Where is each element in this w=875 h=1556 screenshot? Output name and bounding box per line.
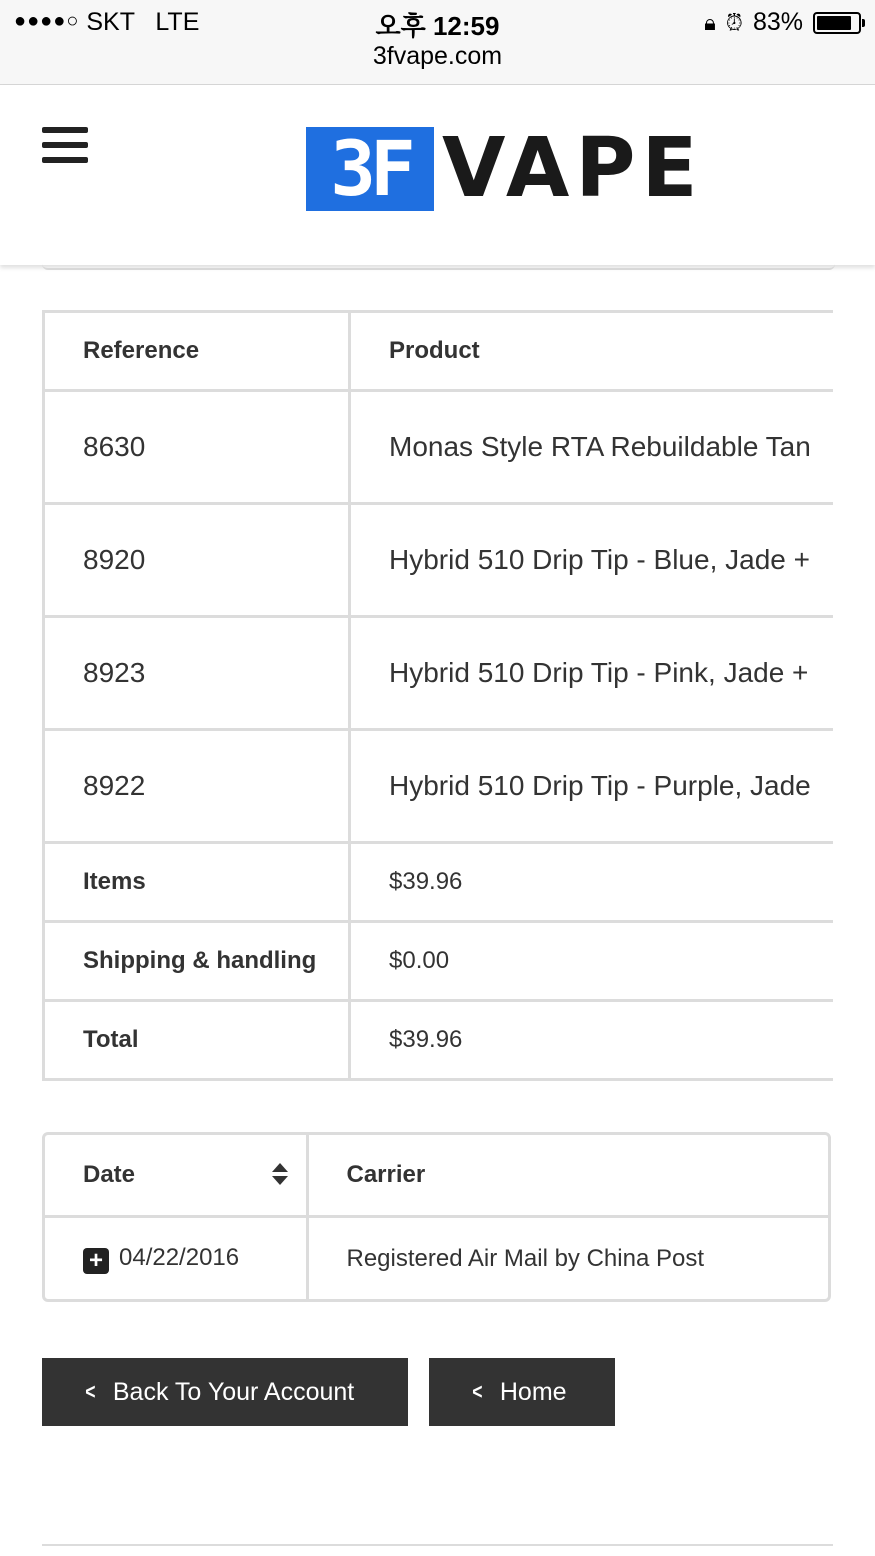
site-logo[interactable] bbox=[306, 121, 704, 216]
network-type: LTE bbox=[155, 8, 200, 36]
battery-icon bbox=[813, 12, 861, 34]
collapsed-panel-edge bbox=[42, 262, 835, 270]
status-right bbox=[704, 8, 861, 37]
product-reference: 8920 bbox=[44, 504, 350, 617]
column-header-product: Product bbox=[350, 312, 834, 391]
shipping-date: 04/22/2016 bbox=[119, 1244, 240, 1271]
back-button-label: Back To Your Account bbox=[112, 1377, 355, 1406]
summary-row-shipping bbox=[44, 922, 834, 1001]
table-row bbox=[45, 1217, 828, 1301]
date-header-label: Date bbox=[83, 1161, 136, 1188]
home-button[interactable] bbox=[429, 1358, 615, 1426]
shipping-date-cell bbox=[45, 1217, 307, 1301]
logo-text: VAPE bbox=[442, 121, 704, 216]
chevron-left-icon: < bbox=[85, 1379, 96, 1404]
column-header-reference: Reference bbox=[44, 312, 350, 391]
summary-label: Total bbox=[44, 1001, 350, 1080]
footer-divider bbox=[42, 1544, 833, 1546]
product-reference: 8630 bbox=[44, 391, 350, 504]
carrier-name: SKT bbox=[86, 8, 135, 36]
summary-row-items bbox=[44, 843, 834, 922]
summary-value: $0.00 bbox=[350, 922, 834, 1001]
sort-icon[interactable] bbox=[272, 1163, 288, 1187]
summary-label: Shipping & handling bbox=[44, 922, 350, 1001]
address-bar-url[interactable]: 3fvape.com bbox=[372, 42, 503, 70]
home-button-label: Home bbox=[499, 1377, 567, 1406]
summary-label: Items bbox=[44, 843, 350, 922]
order-details-table bbox=[42, 310, 833, 1081]
status-bar bbox=[0, 0, 875, 85]
product-name: Monas Style RTA Rebuildable Tan bbox=[350, 391, 834, 504]
table-row bbox=[44, 730, 834, 843]
product-reference: 8922 bbox=[44, 730, 350, 843]
table-row bbox=[44, 391, 834, 504]
summary-value: $39.96 bbox=[350, 843, 834, 922]
alarm-icon: ⏰︎ bbox=[725, 9, 743, 35]
back-to-account-button[interactable] bbox=[42, 1358, 408, 1426]
product-name: Hybrid 510 Drip Tip - Pink, Jade + bbox=[350, 617, 834, 730]
logo-mark: 3F bbox=[306, 127, 434, 211]
shipping-table bbox=[42, 1132, 831, 1302]
rotation-lock-icon: 🔒︎ bbox=[704, 9, 716, 35]
column-header-date[interactable] bbox=[45, 1135, 307, 1217]
product-name: Hybrid 510 Drip Tip - Blue, Jade + bbox=[350, 504, 834, 617]
chevron-left-icon: < bbox=[472, 1379, 483, 1404]
table-row bbox=[44, 504, 834, 617]
site-header bbox=[0, 85, 875, 265]
signal-icon: ●●●●○ bbox=[14, 10, 80, 32]
column-header-carrier: Carrier bbox=[307, 1135, 828, 1217]
product-reference: 8923 bbox=[44, 617, 350, 730]
summary-row-total bbox=[44, 1001, 834, 1080]
status-time: 오후 12:59 bbox=[375, 11, 500, 41]
menu-icon[interactable] bbox=[42, 127, 88, 165]
table-row bbox=[44, 617, 834, 730]
expand-plus-icon[interactable]: + bbox=[83, 1248, 109, 1274]
summary-value: $39.96 bbox=[350, 1001, 834, 1080]
shipping-carrier: Registered Air Mail by China Post bbox=[346, 1245, 704, 1272]
battery-percent: 83% bbox=[752, 8, 803, 36]
product-name: Hybrid 510 Drip Tip - Purple, Jade bbox=[350, 730, 834, 843]
